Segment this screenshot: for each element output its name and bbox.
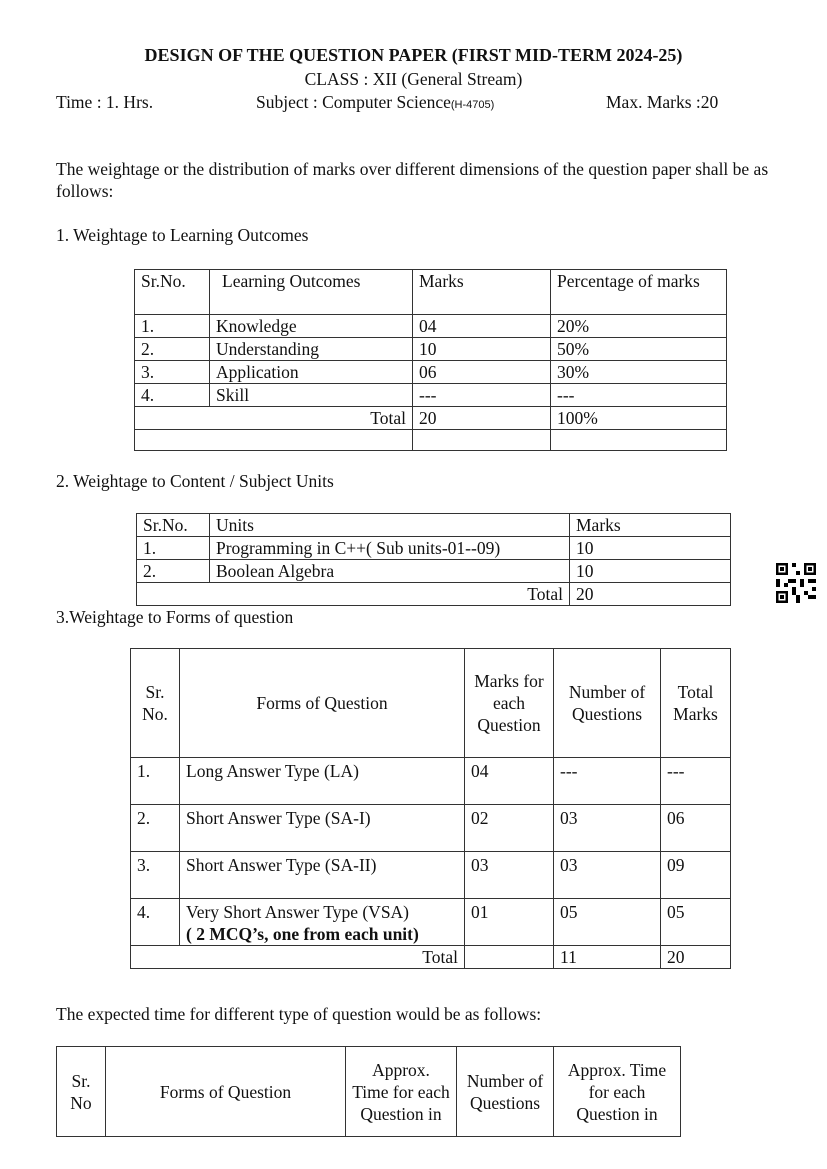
vsa-label: Very Short Answer Type (VSA) <box>186 902 410 922</box>
total-label: Total <box>137 583 570 606</box>
cell: 2. <box>135 338 210 361</box>
cell: 06 <box>413 361 551 384</box>
header-cell: Number of Questions <box>554 649 661 758</box>
empty-cell <box>551 430 727 451</box>
total-marks: 20 <box>661 946 731 969</box>
table-row <box>137 537 731 560</box>
header-cell: Learning Outcomes <box>210 270 413 315</box>
cell: 3. <box>131 852 180 899</box>
forms-of-question-table <box>130 648 731 969</box>
section3-heading: 3.Weightage to Forms of question <box>56 607 294 627</box>
cell: 03 <box>554 852 661 899</box>
total-row <box>135 407 727 430</box>
table-row <box>131 852 731 899</box>
cell: Skill <box>210 384 413 407</box>
total-marks: 20 <box>570 583 731 606</box>
empty-row <box>135 430 727 451</box>
qr-code-icon <box>776 563 816 603</box>
cell: Long Answer Type (LA) <box>180 758 465 805</box>
header-cell: Units <box>210 514 570 537</box>
cell: Knowledge <box>210 315 413 338</box>
table-row <box>137 560 731 583</box>
table-header-row <box>131 649 731 758</box>
cell: 30% <box>551 361 727 384</box>
table-row <box>131 758 731 805</box>
cell: 4. <box>135 384 210 407</box>
total-questions: 11 <box>554 946 661 969</box>
learning-outcomes-table <box>134 269 727 451</box>
cell: --- <box>554 758 661 805</box>
time-label: Time : 1. Hrs. <box>56 92 154 112</box>
cell-vsa <box>180 899 465 946</box>
total-row <box>131 946 731 969</box>
cell: 04 <box>413 315 551 338</box>
cell: 3. <box>135 361 210 384</box>
max-marks-label: Max. Marks :20 <box>606 92 719 112</box>
cell: 2. <box>137 560 210 583</box>
cell: Understanding <box>210 338 413 361</box>
section2-heading: 2. Weightage to Content / Subject Units <box>56 471 334 491</box>
header-cell: Sr.No. <box>135 270 210 315</box>
table-row <box>131 899 731 946</box>
header-cell: Sr. No. <box>131 649 180 758</box>
cell: --- <box>551 384 727 407</box>
empty-cell <box>465 946 554 969</box>
cell: 1. <box>137 537 210 560</box>
cell: --- <box>661 758 731 805</box>
table-header-row <box>135 270 727 315</box>
vsa-note: ( 2 MCQ’s, one from each unit) <box>186 924 419 944</box>
cell: --- <box>413 384 551 407</box>
table-header-row <box>137 514 731 537</box>
cell: 01 <box>465 899 554 946</box>
header-cell: Marks for each Question <box>465 649 554 758</box>
subject-text: Subject : Computer Science <box>256 92 451 112</box>
class-line: CLASS : XII (General Stream) <box>304 69 523 89</box>
content-units-table <box>136 513 731 606</box>
section4-intro: The expected time for different type of question would be as follows: <box>56 1004 542 1024</box>
cell: 20% <box>551 315 727 338</box>
table-row <box>131 805 731 852</box>
subject-label <box>256 92 494 113</box>
table-row <box>135 315 727 338</box>
header-cell: Forms of Question <box>106 1047 346 1137</box>
cell: Short Answer Type (SA-II) <box>180 852 465 899</box>
cell: Programming in C++( Sub units-01--09) <box>210 537 570 560</box>
total-label: Total <box>135 407 413 430</box>
cell: 05 <box>661 899 731 946</box>
table-row <box>135 361 727 384</box>
header-cell: Number of Questions <box>457 1047 554 1137</box>
table-header-row <box>57 1047 681 1137</box>
cell: Boolean Algebra <box>210 560 570 583</box>
total-label: Total <box>131 946 465 969</box>
cell: 03 <box>554 805 661 852</box>
cell: 1. <box>135 315 210 338</box>
header-cell: Approx. Time for each Question in <box>554 1047 681 1137</box>
document-title: DESIGN OF THE QUESTION PAPER (FIRST MID-TERM 2024-25) <box>144 45 683 65</box>
cell: 03 <box>465 852 554 899</box>
total-percent: 100% <box>551 407 727 430</box>
cell: 06 <box>661 805 731 852</box>
intro-paragraph: The weightage or the distribution of marks over different dimensions of the question paper shall be as follows: <box>56 159 769 201</box>
cell: 4. <box>131 899 180 946</box>
subject-code: (H-4705) <box>450 99 495 111</box>
total-row <box>137 583 731 606</box>
empty-cell <box>135 430 413 451</box>
header-cell: Forms of Question <box>180 649 465 758</box>
cell: 05 <box>554 899 661 946</box>
cell: 09 <box>661 852 731 899</box>
header-cell: Approx. Time for each Question in <box>346 1047 457 1137</box>
header-cell: Percentage of marks <box>551 270 727 315</box>
header-cell: Total Marks <box>661 649 731 758</box>
table-row <box>135 384 727 407</box>
header-cell: Marks <box>413 270 551 315</box>
table-row <box>135 338 727 361</box>
cell: 10 <box>570 560 731 583</box>
cell: 1. <box>131 758 180 805</box>
header-cell: Sr. No <box>57 1047 106 1137</box>
cell: 02 <box>465 805 554 852</box>
cell: 10 <box>570 537 731 560</box>
cell: Short Answer Type (SA-I) <box>180 805 465 852</box>
cell: 10 <box>413 338 551 361</box>
expected-time-table <box>56 1046 681 1137</box>
cell: 2. <box>131 805 180 852</box>
header-cell: Sr.No. <box>137 514 210 537</box>
cell: 50% <box>551 338 727 361</box>
total-marks: 20 <box>413 407 551 430</box>
cell: 04 <box>465 758 554 805</box>
section1-heading: 1. Weightage to Learning Outcomes <box>56 225 309 245</box>
header-cell: Marks <box>570 514 731 537</box>
empty-cell <box>413 430 551 451</box>
cell: Application <box>210 361 413 384</box>
